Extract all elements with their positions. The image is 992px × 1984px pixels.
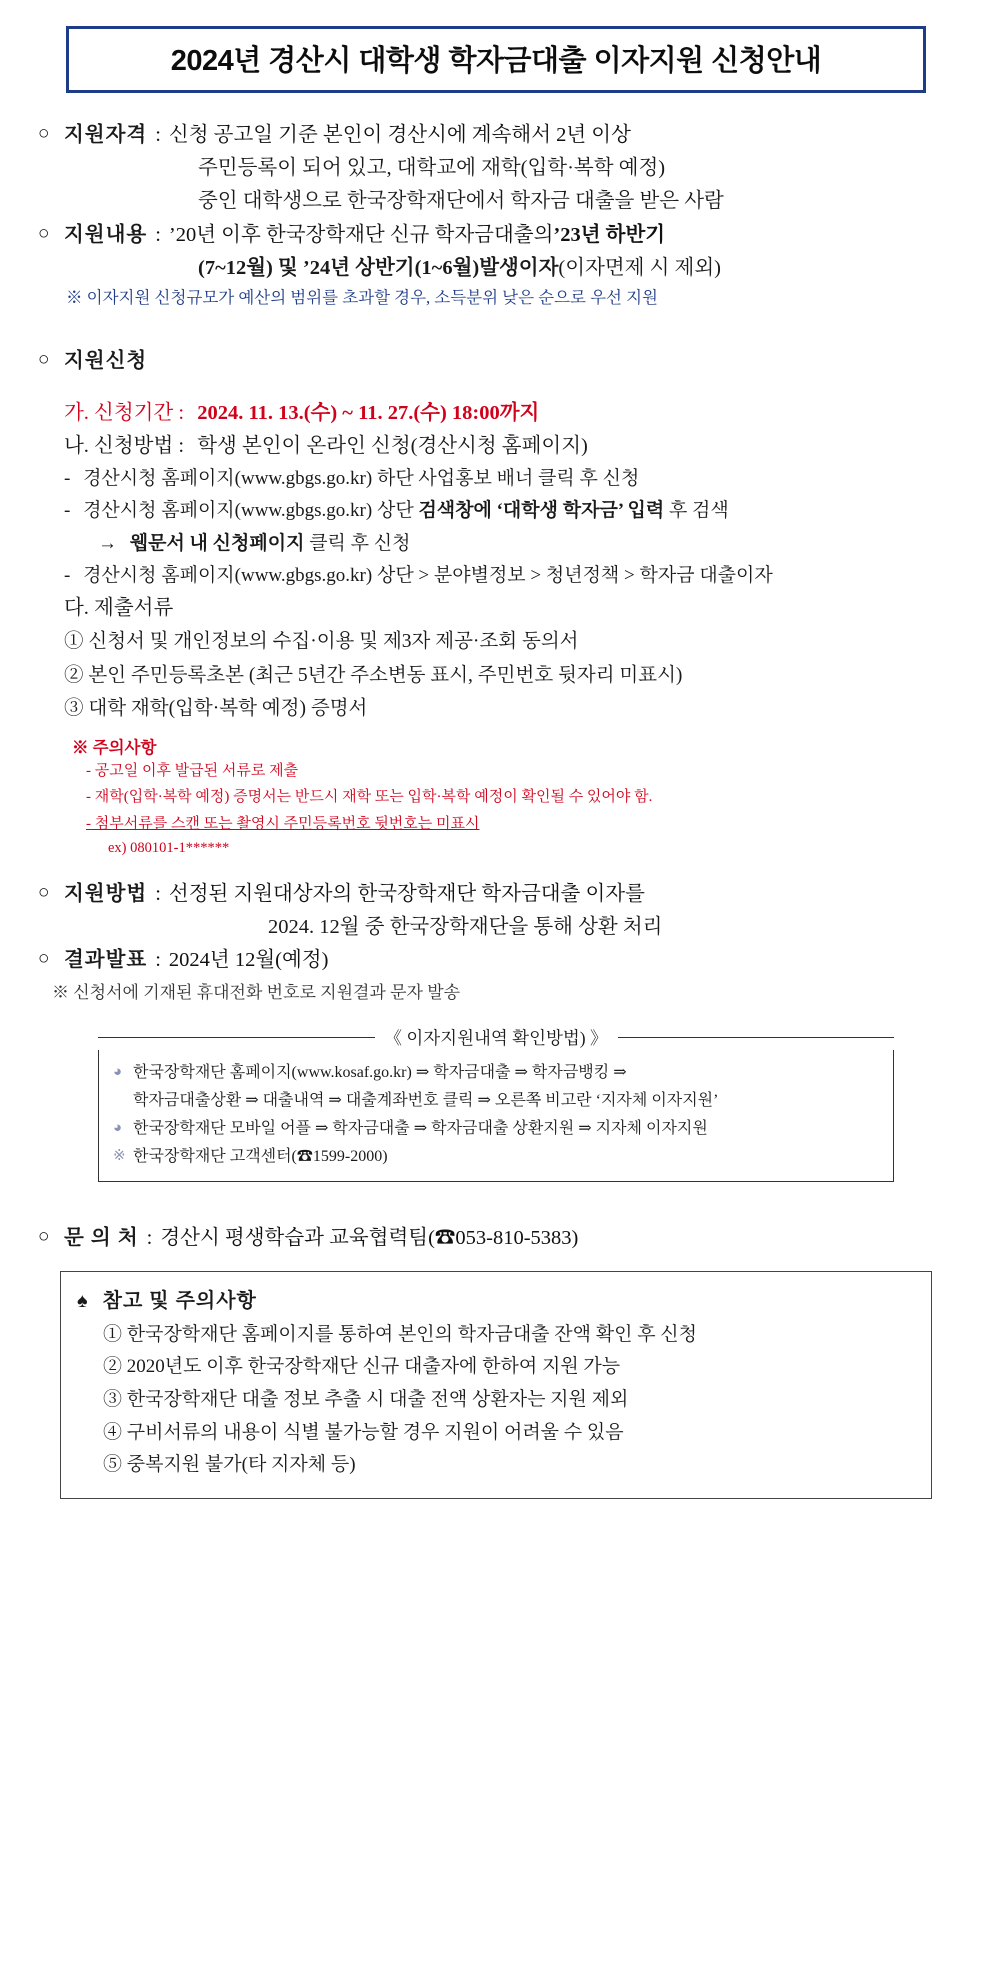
confirm-row [113,1143,879,1171]
qualification-first-line [38,119,954,152]
confirm-method-block [98,1025,894,1182]
reference-title: 참고 및 주의사항 [102,1289,257,1312]
apply-period-label: 가. 신청기간 : [64,401,185,424]
circle-bullet-icon: ○ [38,349,50,371]
result-value: 2024년 12월(예정) [168,949,329,972]
qualification-line-1: 신청 공고일 기준 본인이 경산시에 계속해서 2년 이상 [168,124,631,146]
support-note: ※ 이자지원 신청규모가 예산의 범위를 초과할 경우, 소득분위 낮은 순으로 우선 지원 [66,288,658,308]
page-title: 2024년 경산시 대학생 학자금대출 이자지원 신청안내 [170,45,822,77]
reference-title-line [77,1284,915,1313]
apply-docs-label: 다. 제출서류 [64,597,174,620]
result-line [38,944,954,977]
reference-item: ③ 한국장학재단 대출 정보 추출 시 대출 전액 상환자는 지원 제외 [103,1389,629,1411]
reference-item: ⑤ 중복지원 불가(타 지자체 등) [103,1454,356,1476]
apply-caution-item: - 재학(입학·복학 예정) 증명서는 반드시 재학 또는 입학·복학 예정이 확인될 수 있어야 함. [86,789,653,806]
apply-route-2-text-c: 후 검색 [664,500,729,522]
support-first-line [38,219,954,252]
support-line-2-bold: (7~12월) 및 ’24년 상반기(1~6월)발생이자 [198,256,559,279]
reference-item: ② 2020년도 이후 한국장학재단 신규 대출자에 한하여 지원 가능 [103,1356,621,1378]
result-label: 결과발표 [64,949,148,972]
rule-left [98,1037,375,1038]
circle-bullet-icon: ○ [38,881,50,903]
section-apply [38,345,954,860]
confirm-row [113,1087,879,1115]
support-line-2 [38,252,954,285]
support-sep: : [155,223,161,246]
method-line-2: 2024. 12월 중 한국장학재단을 통해 상환 처리 [268,916,663,939]
apply-route-3-text-b: 클릭 후 신청 [304,532,411,554]
confirm-row-text: 한국장학재단 고객센터(☎1599-2000) [133,1147,388,1165]
circle-bullet-icon: ○ [38,123,50,144]
method-first-line [38,878,954,911]
reference-item: ④ 구비서류의 내용이 식별 불가능할 경우 지원이 어려울 수 있음 [103,1421,624,1443]
support-label: 지원내용 [64,223,148,246]
circle-bullet-icon: ○ [38,948,50,970]
contact-value: 경산시 평생학습과 교육협력팀(☎053-810-5383) [160,1226,579,1249]
apply-route-1 [38,463,954,495]
confirm-row-text: 한국장학재단 홈페이지(www.kosaf.go.kr) ⇒ 학자금대출 ⇒ 학자금뱅킹 ⇒ [133,1063,627,1081]
reference-box [60,1271,932,1499]
apply-method-value: 학생 본인이 온라인 신청(경산시청 홈페이지) [197,434,588,457]
section-contact [38,1222,954,1255]
asterisk-icon: ※ [113,1147,126,1164]
arrow-right-icon: → [98,532,117,554]
apply-doc-item: ① 신청서 및 개인정보의 수집·이용 및 제3자 제공·조회 동의서 [64,631,579,653]
apply-route-3 [38,528,954,560]
section-result [38,944,954,1002]
support-line-1-plain: ’20년 이후 한국장학재단 신규 학자금대출의 [168,223,554,246]
circle-bullet-icon: ○ [38,1225,50,1247]
apply-route-2 [38,495,954,527]
apply-doc-item: ③ 대학 재학(입학·복학 예정) 증명서 [64,698,368,720]
apply-heading-line [38,345,954,378]
method-label: 지원방법 [64,882,148,905]
confirm-method-box [98,1050,894,1182]
apply-route-4-dash: - [64,564,71,586]
support-line-2-plain: (이자면제 시 제외) [558,256,721,279]
apply-route-4-text: 경산시청 홈페이지(www.gbgs.go.kr) 상단 > 분야별정보 > 청년정책 > 학자금 대출이자 [83,564,773,586]
apply-heading: 지원신청 [64,350,148,373]
qualification-sep: : [155,124,161,146]
apply-route-3-text-a: 웹문서 내 신청페이지 [129,532,305,554]
support-line-1-bold: ’23년 하반기 [553,223,666,246]
page-title-box [66,26,926,93]
apply-caution-title: ※ 주의사항 [72,738,157,757]
apply-method-line [38,430,954,463]
qualification-label: 지원자격 [64,124,148,146]
contact-sep: : [146,1226,153,1249]
section-method [38,878,954,944]
qualification-line-3: 중인 대학생으로 한국장학재단에서 학자금 대출을 받은 사람 [198,190,724,213]
apply-route-1-text: 경산시청 홈페이지(www.gbgs.go.kr) 하단 사업홍보 배너 클릭 후 신청 [83,468,640,490]
confirm-row-text: 한국장학재단 모바일 어플 ⇒ 학자금대출 ⇒ 학자금대출 상환지원 ⇒ 지자체 이자지원 [133,1119,708,1137]
section-qualification [38,119,954,219]
confirm-method-title: 《 이자지원내역 확인방법) 》 [384,1027,608,1048]
apply-period-line [38,397,954,430]
apply-route-2-text-b: 검색창에 ‘대학생 학자금’ 입력 [418,500,665,522]
apply-method-label: 나. 신청방법 : [64,434,185,457]
reference-item: ① 한국장학재단 홈페이지를 통하여 본인의 학자금대출 잔액 확인 후 신청 [103,1323,698,1345]
confirm-method-header [98,1025,894,1050]
method-line-1: 선정된 지원대상자의 한국장학재단 학자금대출 이자를 [168,882,645,905]
apply-doc-item: ② 본인 주민등록초본 (최근 5년간 주소변동 표시, 주민번호 뒷자리 미표시) [64,664,683,686]
confirm-row [113,1115,879,1143]
apply-caution-example: ex) 080101-1****** [108,839,230,856]
apply-route-2-text-a: 경산시청 홈페이지(www.gbgs.go.kr) 상단 [83,500,419,522]
contact-label: 문 의 처 [64,1226,139,1249]
method-sep: : [155,882,161,905]
apply-route-4 [38,560,954,592]
apply-caution-item: - 공고일 이후 발급된 서류로 제출 [86,763,299,779]
apply-period-value: 2024. 11. 13.(수) ~ 11. 27.(수) 18:00까지 [197,401,540,424]
confirm-row [113,1059,879,1087]
rule-right [618,1037,895,1038]
apply-route-2-dash: - [64,500,71,522]
circle-bullet-icon: ○ [38,222,50,244]
bullet-dot-icon: ◕ [113,1119,123,1136]
section-support [38,219,954,312]
result-sep: : [155,949,161,972]
apply-route-1-dash: - [64,468,71,490]
bullet-dot-icon: ◕ [113,1063,123,1080]
confirm-row-text: 학자금대출상환 ⇒ 대출내역 ⇒ 대출계좌번호 클릭 ⇒ 오른쪽 비고란 ‘지자체 이자지원’ [133,1091,719,1109]
apply-caution-item: - 첨부서류를 스캔 또는 촬영시 주민등록번호 뒷번호는 미표시 [86,815,480,832]
result-note: ※ 신청서에 기재된 휴대전화 번호로 지원결과 문자 발송 [52,982,461,1002]
spade-icon: ♠ [77,1289,89,1312]
qualification-line-2: 주민등록이 되어 있고, 대학교에 재학(입학·복학 예정) [198,157,666,180]
